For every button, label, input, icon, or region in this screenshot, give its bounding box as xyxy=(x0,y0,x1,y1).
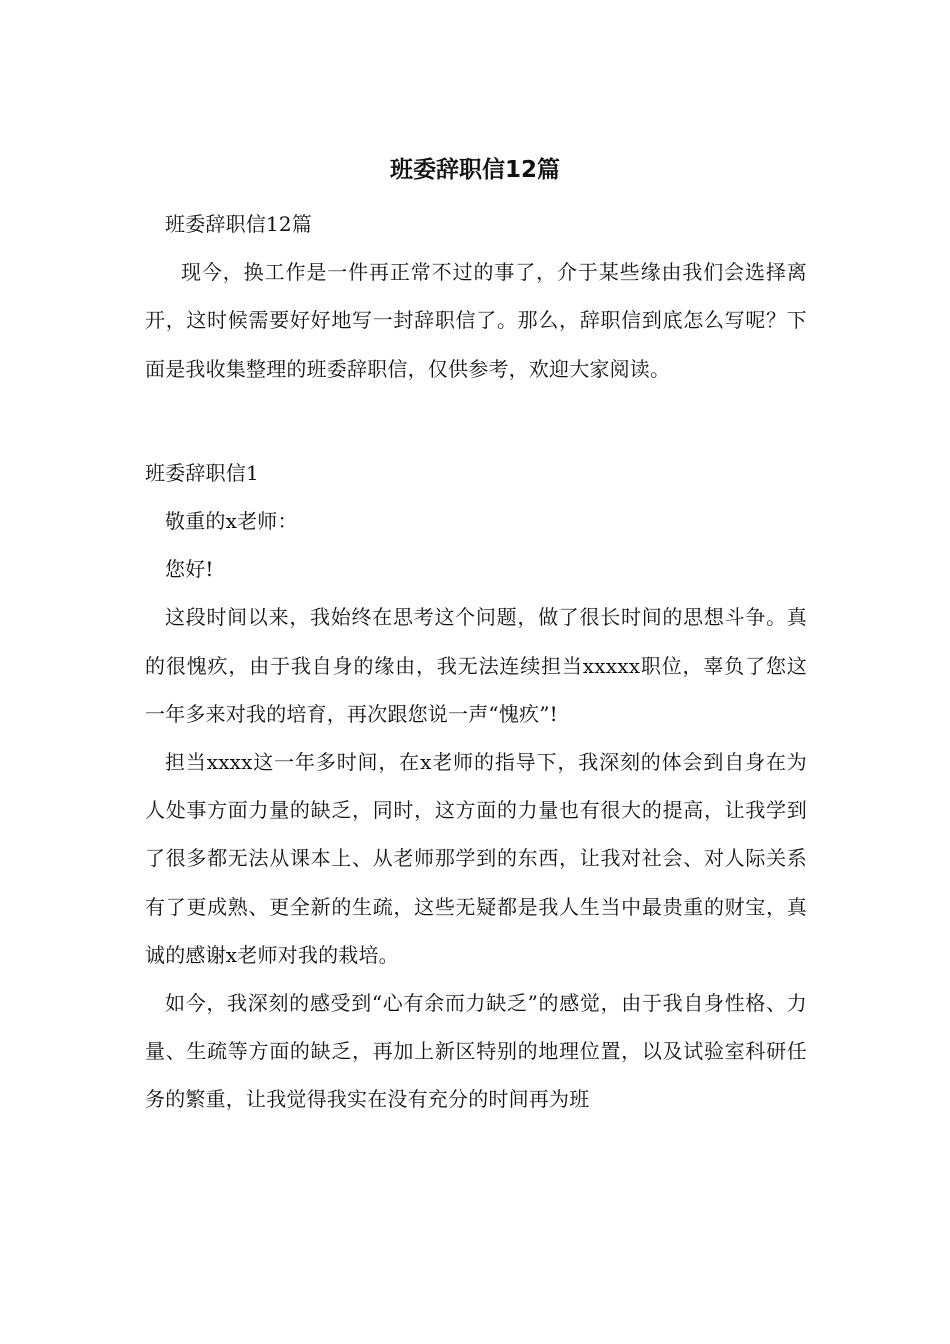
body-paragraph: 担当xxxx这一年多时间，在x老师的指导下，我深刻的体会到自身在为人处事方面力量的缺乏，同时，这方面的力量也有很大的提高，让我学到了很多都无法从课本上、从老师那学到的东西，让我对社会、对人际关系有了更成熟、更全新的生疏，这些无疑都是我人生当中最贵重的财宝，真诚的感谢x老师对我的栽培。 xyxy=(145,750,807,967)
section-spacer xyxy=(145,393,807,449)
salutation: 敬重的x老师： xyxy=(165,509,298,534)
document-subtitle: 班委辞职信12篇 xyxy=(165,212,313,236)
section-heading: 班委辞职信1 xyxy=(145,460,259,485)
intro-paragraph: 现今，换工作是一件再正常不过的事了，介于某些缘由我们会选择离开，这时候需要好好地写一封辞职信了。那么，辞职信到底怎么写呢？下面是我收集整理的班委辞职信，仅供参考，欢迎大家阅读。 xyxy=(145,260,807,381)
body-paragraph: 这段时间以来，我始终在思考这个问题，做了很长时间的思想斗争。真的很愧疚，由于我自身的缘由，我无法连续担当xxxxx职位，辜负了您这一年多来对我的培育，再次跟您说一声“愧疚”! xyxy=(145,605,807,726)
body-paragraph: 如今，我深刻的感受到“心有余而力缺乏”的感觉，由于我自身性格、力量、生疏等方面的缺乏，再加上新区特别的地理位置，以及试验室科研任务的繁重，让我觉得我实在没有充分的时间再为班 xyxy=(145,991,807,1112)
document-title: 班委辞职信12篇 xyxy=(389,157,560,183)
greeting: 您好! xyxy=(165,557,214,582)
document-body xyxy=(145,200,807,1124)
